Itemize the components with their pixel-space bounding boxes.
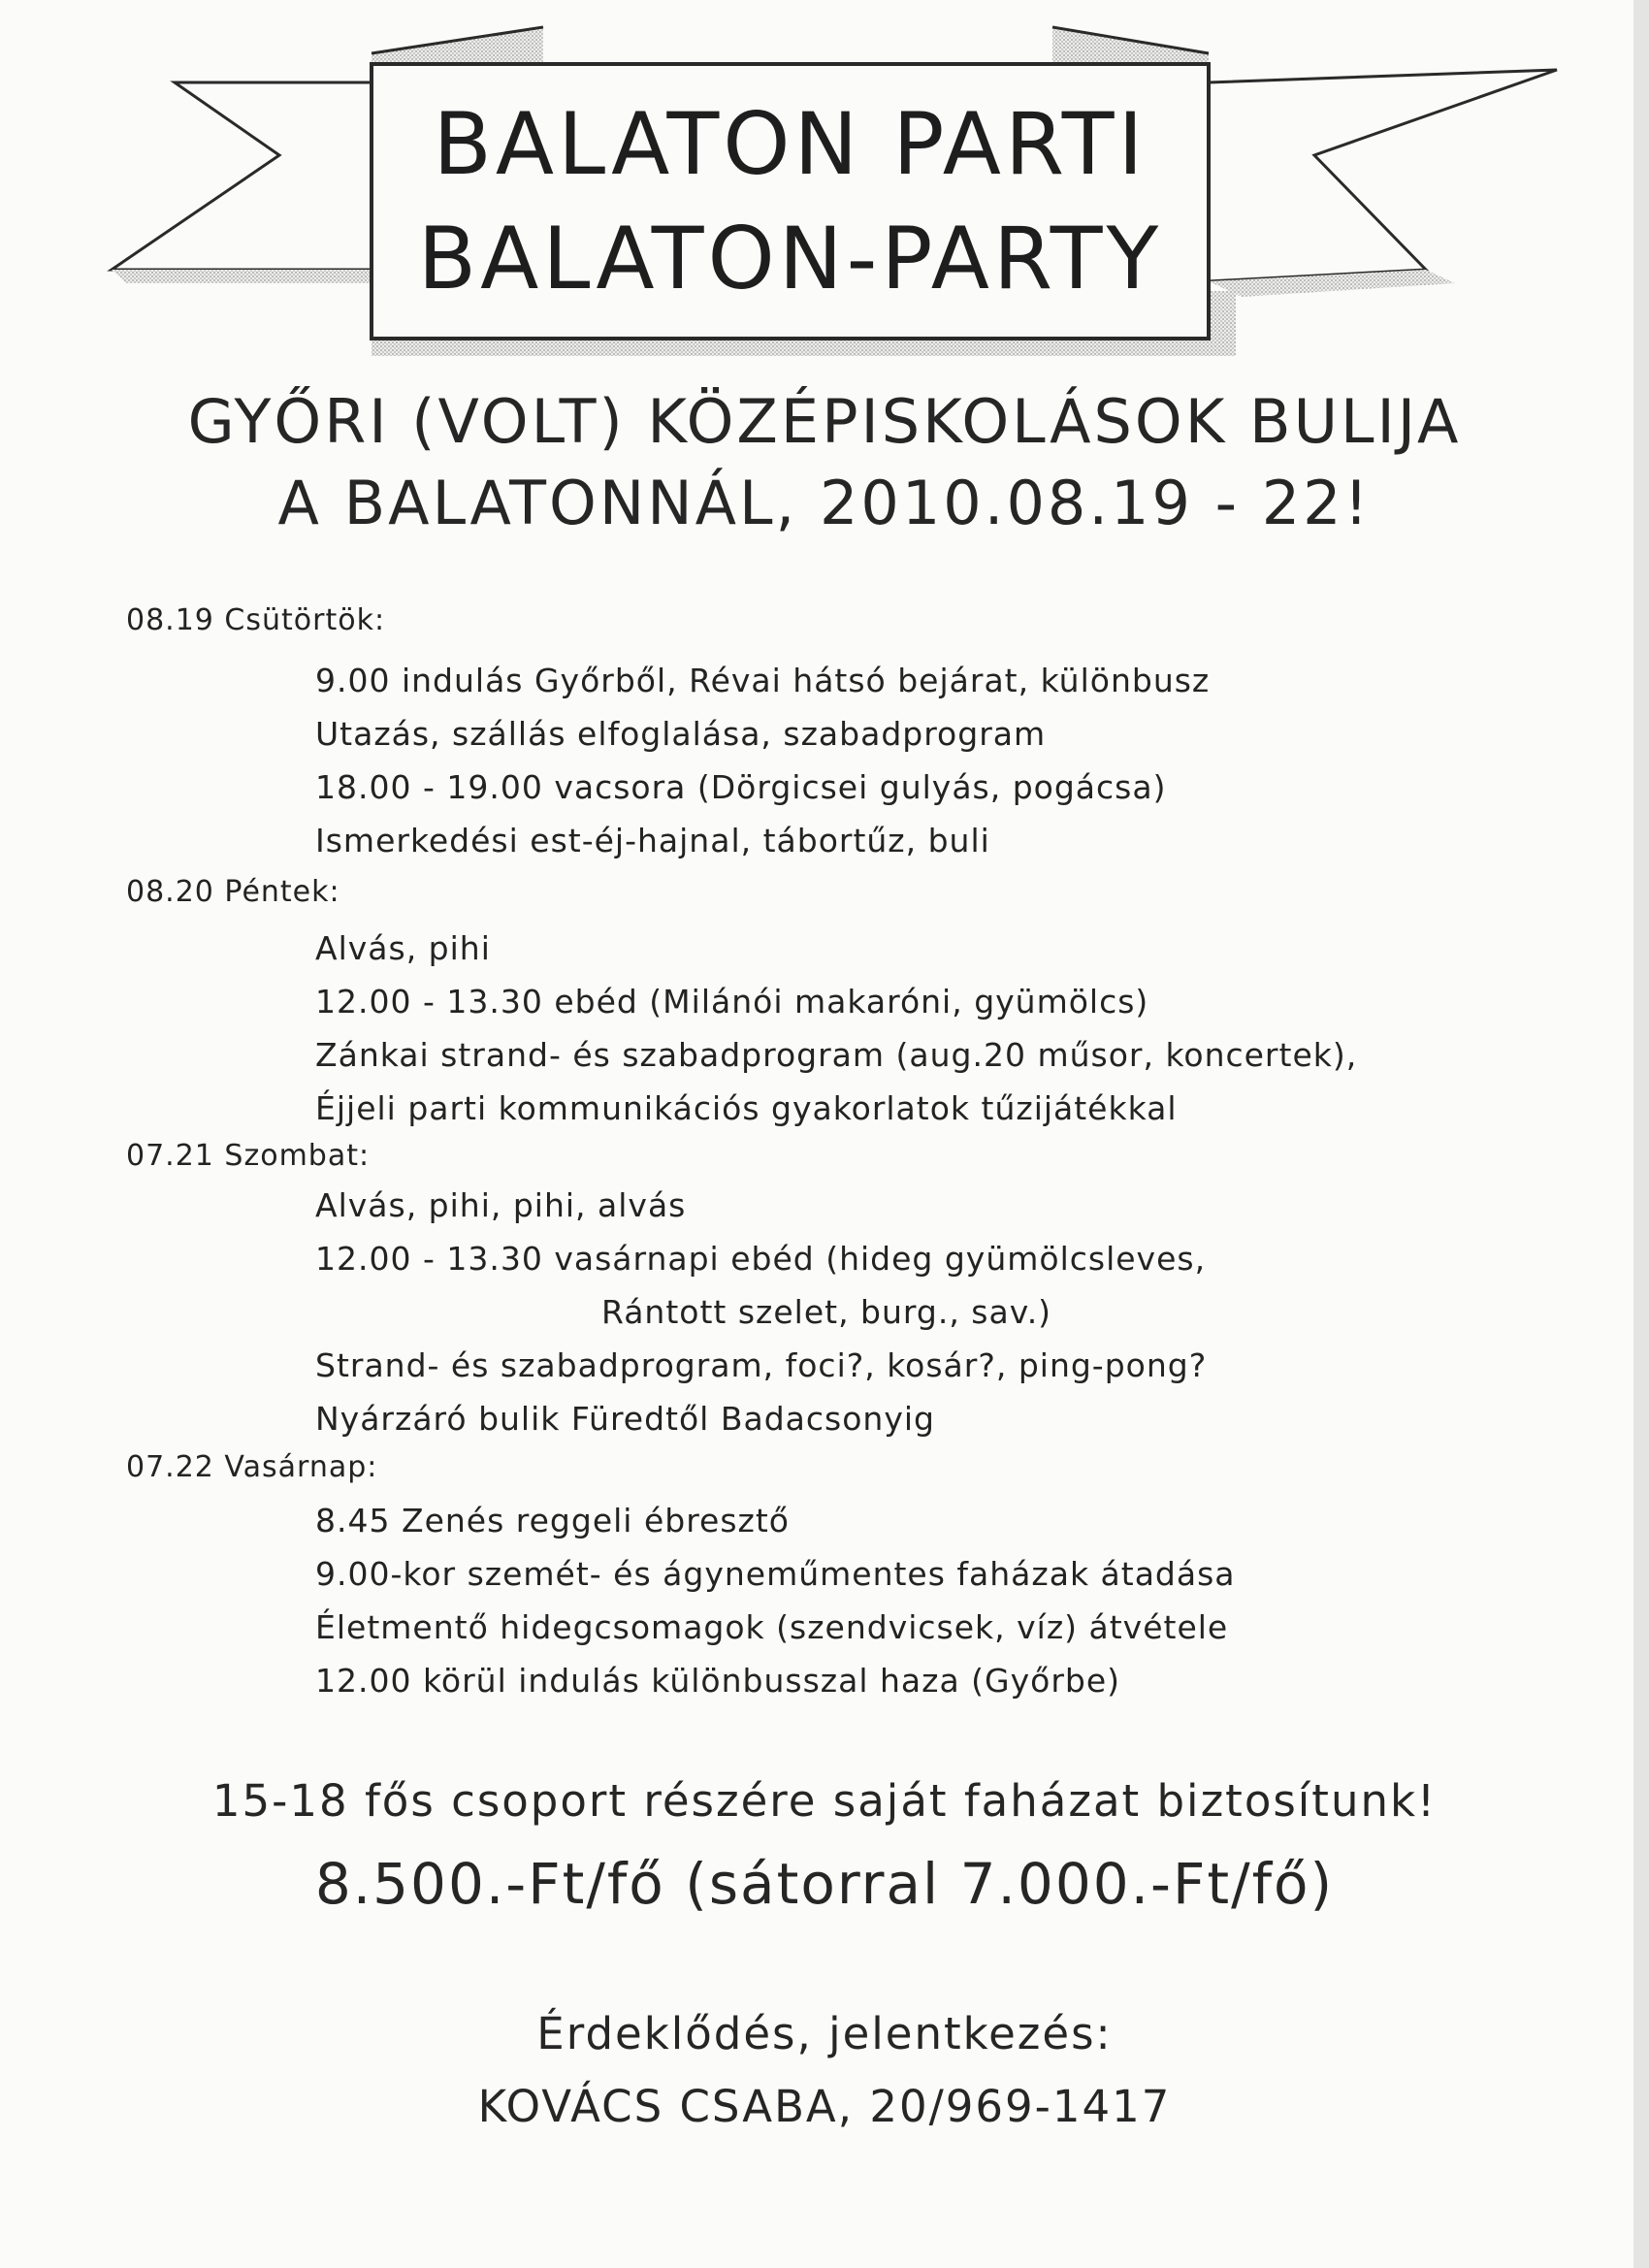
schedule-item: 12.00 körül indulás különbusszal haza (Győrbe) [315,1662,1121,1700]
price-text: 8.500.-Ft/fő (sátorral 7.000.-Ft/fő) [314,1851,1335,1917]
banner-title-box [372,64,1209,339]
schedule-item: 18.00 - 19.00 vacsora (Dörgicsei gulyás, pogácsa) [315,768,1167,806]
schedule-item: 12.00 - 13.30 ebéd (Milánói makaróni, gyümölcs) [315,983,1149,1021]
schedule-item-continuation: Rántott szelet, burg., sav.) [601,1293,1052,1331]
schedule-item: Ismerkedési est-éj-hajnal, tábortűz, buli [315,822,990,859]
schedule-item: 8.45 Zenés reggeli ébresztő [315,1502,790,1539]
schedule-item: Éjjeli parti kommunikációs gyakorlatok tűzijátékkal [315,1089,1178,1127]
headline-line-1: GYŐRI (VOLT) KÖZÉPISKOLÁSOK BULIJA [187,386,1462,457]
banner-title-line-1: BALATON PARTI [433,93,1148,194]
schedule-item: Alvás, pihi, pihi, alvás [315,1186,687,1224]
group-offer-text: 15-18 fős csoport részére saját faházat biztosítunk! [211,1775,1438,1827]
day-heading-sunday: 07.22 Vasárnap: [126,1450,378,1484]
schedule-item: 9.00 indulás Győrből, Révai hátsó bejárat, különbusz [315,662,1211,699]
schedule-item: Utazás, szállás elfoglalása, szabadprogram [315,715,1047,753]
banner-title-line-2: BALATON-PARTY [417,208,1163,308]
schedule-item: Alvás, pihi [315,929,491,967]
day-heading-saturday: 07.21 Szombat: [126,1139,371,1173]
contact-person: KOVÁCS CSABA, 20/969-1417 [477,2081,1172,2132]
schedule-item: Zánkai strand- és szabadprogram (aug.20 műsor, koncertek), [315,1036,1358,1074]
schedule-item: 9.00-kor szemét- és ágyneműmentes faházak átadása [315,1555,1236,1593]
schedule-item: Strand- és szabadprogram, foci?, kosár?, ping-pong? [315,1346,1208,1384]
day-heading-thursday: 08.19 Csütörtök: [126,603,386,637]
headline-line-2: A BALATONNÁL, 2010.08.19 - 22! [277,468,1372,538]
contact-label: Érdeklődés, jelentkezés: [536,2008,1113,2059]
schedule-item: 12.00 - 13.30 vasárnapi ebéd (hideg gyümölcsleves, [315,1240,1207,1278]
schedule-item: Életmentő hidegcsomagok (szendvicsek, víz) átvétele [315,1608,1229,1646]
schedule-item: Nyárzáró bulik Füredtől Badacsonyig [315,1400,935,1438]
day-heading-friday: 08.20 Péntek: [126,875,340,909]
